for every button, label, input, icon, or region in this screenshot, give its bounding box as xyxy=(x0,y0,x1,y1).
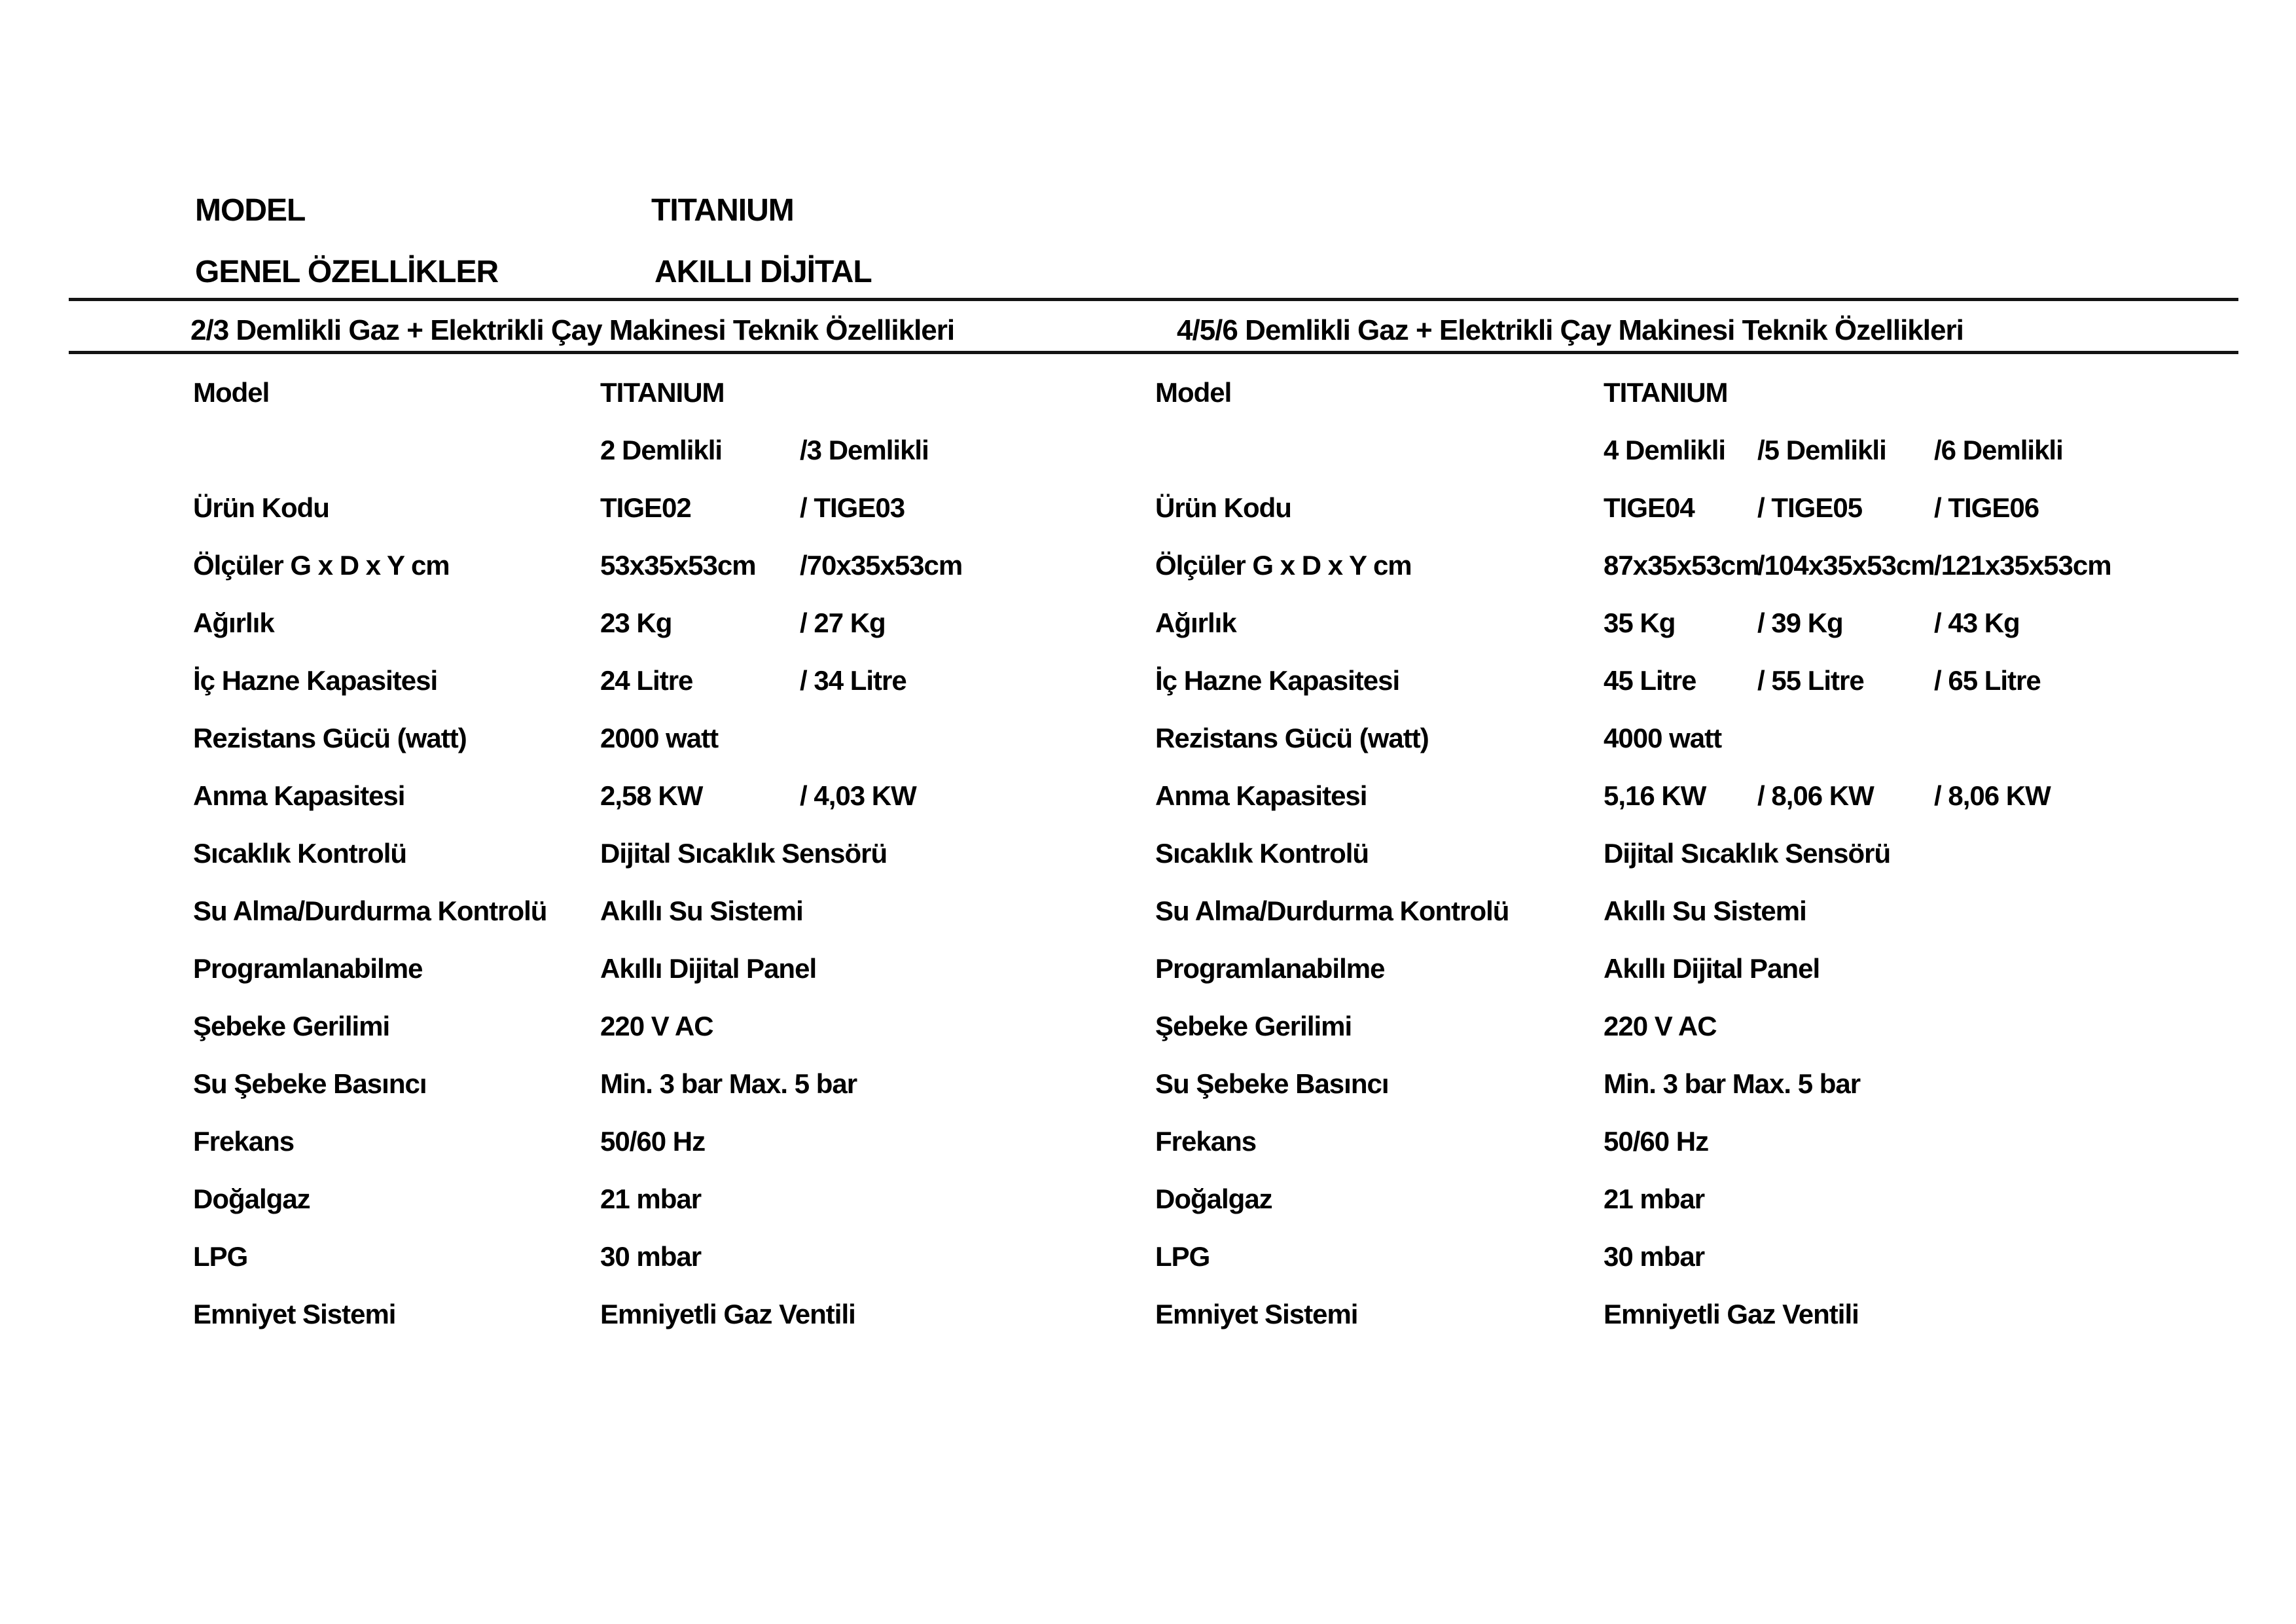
spec-row-label: Su Alma/Durdurma Kontrolü xyxy=(193,895,547,926)
spec-row-label: Model xyxy=(1155,377,1232,408)
spec-row xyxy=(193,364,1109,422)
spec-row xyxy=(193,537,1109,594)
spec-row xyxy=(193,652,1109,710)
general-features-value: AKILLI DİJİTAL xyxy=(655,255,872,289)
spec-row xyxy=(1155,940,2268,998)
spec-row-value-1: 30 mbar xyxy=(1604,1241,1705,1272)
spec-row xyxy=(1155,1055,2268,1113)
spec-row-value-3: / 43 Kg xyxy=(1934,607,2020,638)
spec-row-label: Su Şebeke Basıncı xyxy=(193,1068,427,1099)
spec-row-value-3: / 65 Litre xyxy=(1934,665,2041,696)
spec-row-label: Doğalgaz xyxy=(193,1183,310,1214)
spec-row-value-2: /5 Demlikli xyxy=(1757,435,1886,465)
spec-row xyxy=(1155,825,2268,882)
spec-row-value-1: 45 Litre xyxy=(1604,665,1696,696)
spec-row-label: Şebeke Gerilimi xyxy=(1155,1011,1352,1041)
spec-row xyxy=(193,1286,1109,1343)
spec-row xyxy=(1155,1286,2268,1343)
spec-row-label: Anma Kapasitesi xyxy=(193,780,405,811)
spec-row-value-1: TIGE04 xyxy=(1604,492,1695,523)
spec-row-value-1: 220 V AC xyxy=(600,1011,713,1041)
spec-row-value-1: 35 Kg xyxy=(1604,607,1676,638)
spec-row-label: Programlanabilme xyxy=(193,953,423,984)
right-section-title: 4/5/6 Demlikli Gaz + Elektrikli Çay Makinesi Teknik Özellikleri xyxy=(1177,314,1964,346)
spec-row-value-2: / 4,03 KW xyxy=(800,780,916,811)
spec-row-value-1: Emniyetli Gaz Ventili xyxy=(1604,1299,1859,1329)
spec-row-value-3: / TIGE06 xyxy=(1934,492,2039,523)
spec-row-label: Emniyet Sistemi xyxy=(193,1299,396,1329)
model-value: TITANIUM xyxy=(651,193,794,228)
spec-row-value-1: 24 Litre xyxy=(600,665,693,696)
spec-row xyxy=(193,940,1109,998)
spec-row xyxy=(193,479,1109,537)
spec-row xyxy=(1155,652,2268,710)
spec-row xyxy=(193,710,1109,767)
spec-row-label: LPG xyxy=(193,1241,248,1272)
spec-row-value-2: / TIGE05 xyxy=(1757,492,1863,523)
spec-table-2-3-demlikli xyxy=(193,364,1109,1343)
spec-row-value-1: 220 V AC xyxy=(1604,1011,1717,1041)
section-divider-line xyxy=(69,351,2238,354)
spec-row xyxy=(1155,364,2268,422)
spec-row-value-2: /104x35x53cm xyxy=(1757,550,1935,581)
spec-row-value-1: 87x35x53cm xyxy=(1604,550,1759,581)
spec-row-value-1: 21 mbar xyxy=(1604,1183,1705,1214)
spec-table-rows xyxy=(193,364,1109,1343)
spec-row xyxy=(1155,537,2268,594)
spec-row-value-1: Akıllı Su Sistemi xyxy=(600,895,803,926)
left-section-title: 2/3 Demlikli Gaz + Elektrikli Çay Makinesi Teknik Özellikleri xyxy=(190,314,955,346)
spec-row-label: Ağırlık xyxy=(193,607,274,638)
spec-row-value-1: Min. 3 bar Max. 5 bar xyxy=(1604,1068,1861,1099)
spec-row-value-1: 23 Kg xyxy=(600,607,672,638)
spec-row xyxy=(1155,479,2268,537)
spec-row-value-1: Min. 3 bar Max. 5 bar xyxy=(600,1068,857,1099)
spec-row-label: Programlanabilme xyxy=(1155,953,1385,984)
top-divider-line xyxy=(69,298,2238,301)
spec-row-label: Sıcaklık Kontrolü xyxy=(193,838,407,869)
spec-row xyxy=(1155,1113,2268,1170)
spec-row-value-1: Dijital Sıcaklık Sensörü xyxy=(600,838,888,869)
spec-row-value-2: /70x35x53cm xyxy=(800,550,963,581)
spec-row-value-1: 53x35x53cm xyxy=(600,550,756,581)
spec-row-label: Rezistans Gücü (watt) xyxy=(193,723,467,753)
spec-row xyxy=(1155,1170,2268,1228)
spec-row-value-1: 4000 watt xyxy=(1604,723,1722,753)
spec-row xyxy=(1155,594,2268,652)
spec-row xyxy=(193,825,1109,882)
spec-row xyxy=(193,594,1109,652)
spec-table-4-5-6-demlikli xyxy=(1155,364,2268,1343)
spec-row-value-1: 50/60 Hz xyxy=(1604,1126,1709,1157)
spec-row-label: Ürün Kodu xyxy=(1155,492,1291,523)
spec-row-value-1: Emniyetli Gaz Ventili xyxy=(600,1299,855,1329)
spec-row-value-1: 21 mbar xyxy=(600,1183,702,1214)
spec-row-label: LPG xyxy=(1155,1241,1210,1272)
spec-row-value-1: 2 Demlikli xyxy=(600,435,723,465)
spec-row-label: Ölçüler G x D x Y cm xyxy=(1155,550,1412,581)
spec-row-value-2: / 39 Kg xyxy=(1757,607,1843,638)
spec-row-label: Rezistans Gücü (watt) xyxy=(1155,723,1429,753)
spec-row-label: Anma Kapasitesi xyxy=(1155,780,1367,811)
spec-row-label: Emniyet Sistemi xyxy=(1155,1299,1358,1329)
spec-row-label: Su Şebeke Basıncı xyxy=(1155,1068,1389,1099)
spec-row-value-1: 2000 watt xyxy=(600,723,719,753)
spec-row-value-2: /3 Demlikli xyxy=(800,435,929,465)
spec-row xyxy=(1155,998,2268,1055)
spec-row xyxy=(193,767,1109,825)
spec-row xyxy=(1155,710,2268,767)
spec-row-label: Model xyxy=(193,377,270,408)
spec-row-label: Şebeke Gerilimi xyxy=(193,1011,390,1041)
spec-row-value-1: Akıllı Dijital Panel xyxy=(600,953,817,984)
spec-row-value-1: Dijital Sıcaklık Sensörü xyxy=(1604,838,1891,869)
spec-row-value-3: / 8,06 KW xyxy=(1934,780,2051,811)
spec-row xyxy=(1155,882,2268,940)
general-features-label: GENEL ÖZELLİKLER xyxy=(195,255,499,289)
spec-row xyxy=(193,1113,1109,1170)
spec-row-label: Sıcaklık Kontrolü xyxy=(1155,838,1369,869)
spec-row xyxy=(1155,1228,2268,1286)
spec-row-value-2: / 55 Litre xyxy=(1757,665,1864,696)
spec-table-rows xyxy=(1155,364,2268,1343)
spec-row xyxy=(193,1170,1109,1228)
spec-row xyxy=(193,422,1109,479)
spec-row-value-1: 4 Demlikli xyxy=(1604,435,1726,465)
spec-row-value-1: Akıllı Dijital Panel xyxy=(1604,953,1820,984)
model-label: MODEL xyxy=(195,193,306,228)
spec-row-value-1: 50/60 Hz xyxy=(600,1126,706,1157)
spec-row-value-3: /6 Demlikli xyxy=(1934,435,2063,465)
spec-row-label: İç Hazne Kapasitesi xyxy=(1155,665,1400,696)
spec-row-label: Su Alma/Durdurma Kontrolü xyxy=(1155,895,1509,926)
spec-row-label: Frekans xyxy=(193,1126,295,1157)
spec-row-value-1: 2,58 KW xyxy=(600,780,703,811)
spec-row-value-2: / 27 Kg xyxy=(800,607,886,638)
spec-row-label: Doğalgaz xyxy=(1155,1183,1272,1214)
spec-row-value-2: / TIGE03 xyxy=(800,492,905,523)
spec-row-value-1: 5,16 KW xyxy=(1604,780,1706,811)
spec-row-value-1: 30 mbar xyxy=(600,1241,702,1272)
spec-row-value-1: TIGE02 xyxy=(600,492,691,523)
spec-row xyxy=(193,1228,1109,1286)
spec-row-value-1: TITANIUM xyxy=(1604,377,1728,408)
spec-row xyxy=(193,882,1109,940)
spec-row-label: İç Hazne Kapasitesi xyxy=(193,665,438,696)
spec-row-value-2: / 8,06 KW xyxy=(1757,780,1874,811)
spec-row-value-1: TITANIUM xyxy=(600,377,725,408)
spec-row xyxy=(193,1055,1109,1113)
spec-row xyxy=(193,998,1109,1055)
spec-row-label: Frekans xyxy=(1155,1126,1257,1157)
spec-row-label: Ürün Kodu xyxy=(193,492,329,523)
spec-row xyxy=(1155,767,2268,825)
spec-row-label: Ağırlık xyxy=(1155,607,1236,638)
spec-row-label: Ölçüler G x D x Y cm xyxy=(193,550,450,581)
spec-row-value-2: / 34 Litre xyxy=(800,665,906,696)
spec-row-value-3: /121x35x53cm xyxy=(1934,550,2111,581)
spec-row xyxy=(1155,422,2268,479)
spec-row-value-1: Akıllı Su Sistemi xyxy=(1604,895,1806,926)
